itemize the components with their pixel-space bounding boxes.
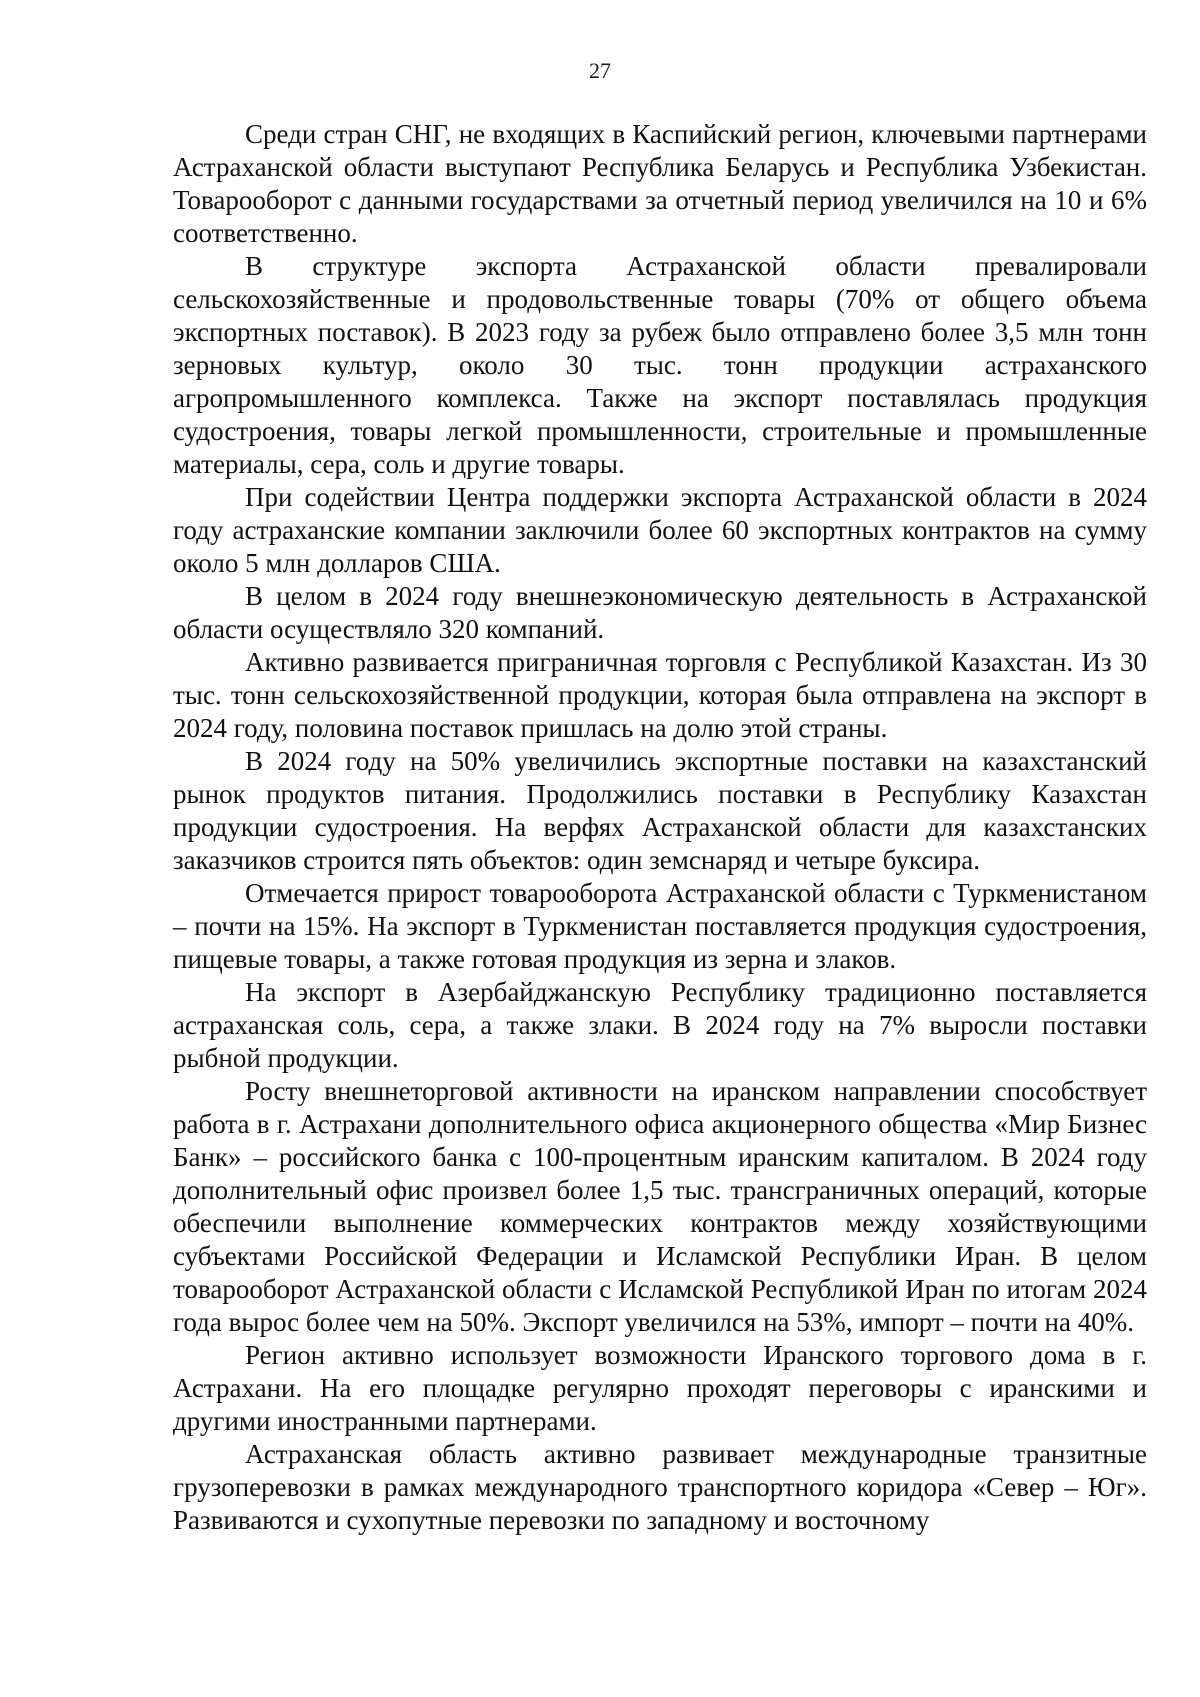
paragraph: При содействии Центра поддержки экспорта Астраханской области в 2024 году астраханские компании заключили более 60 экспортных контрактов на сумму около 5 млн долларов США.: [173, 482, 1147, 578]
page-number: 27: [589, 58, 611, 83]
paragraph: На экспорт в Азербайджанскую Республику традиционно поставляется астраханская соль, сера, а также злаки. В 2024 году на 7% выросли поставки рыбной продукции.: [173, 977, 1147, 1073]
paragraph: В целом в 2024 году внешнеэкономическую деятельность в Астраханской области осуществляло 320 компаний.: [173, 581, 1147, 644]
paragraph: Среди стран СНГ, не входящих в Каспийский регион, ключевыми партнерами Астраханской области выступают Республика Беларусь и Республика Узбекистан. Товарооборот с данными государствами за отчетный период увеличился на 10 и 6% соответственно.: [173, 119, 1147, 248]
paragraph: Росту внешнеторговой активности на иранском направлении способствует работа в г. Астрахани дополнительного офиса акционерного общества «Мир Бизнес Банк» – российского банка с 100-процентным иранским капиталом. В 2024 году дополнительный офис произвел более 1,5 тыс. трансграничных операций, которые обеспечили выполнение коммерческих контрактов между хозяйствующими субъектами Российской Федерации и Исламской Республики Иран. В целом товарооборот Астраханской области с Исламской Республикой Иран по итогам 2024 года вырос более чем на 50%. Экспорт увеличился на 53%, импорт – почти на 40%.: [173, 1076, 1147, 1337]
paragraph: Активно развивается приграничная торговля с Республикой Казахстан. Из 30 тыс. тонн сельскохозяйственной продукции, которая была отправлена на экспорт в 2024 году, половина поставок пришлась на долю этой страны.: [173, 647, 1147, 743]
paragraph: Отмечается прирост товарооборота Астраханской области с Туркменистаном – почти на 15%. На экспорт в Туркменистан поставляется продукция судостроения, пищевые товары, а также готовая продукция из зерна и злаков.: [173, 878, 1147, 974]
paragraph: Астраханская область активно развивает международные транзитные грузоперевозки в рамках международного транспортного коридора «Север – Юг». Развиваются и сухопутные перевозки по западному и восточному: [173, 1439, 1147, 1535]
paragraph: В структуре экспорта Астраханской области превалировали сельскохозяйственные и продовольственные товары (70% от общего объема экспортных поставок). В 2023 году за рубеж было отправлено более 3,5 млн тонн зерновых культур, около 30 тыс. тонн продукции астраханского агропромышленного комплекса. Также на экспорт поставлялась продукция судостроения, товары легкой промышленности, строительные и промышленные материалы, сера, соль и другие товары.: [173, 251, 1147, 479]
body-text: [173, 118, 1147, 1537]
paragraph: В 2024 году на 50% увеличились экспортные поставки на казахстанский рынок продуктов питания. Продолжились поставки в Республику Казахстан продукции судостроения. На верфях Астраханской области для казахстанских заказчиков строится пять объектов: один земснаряд и четыре буксира.: [173, 746, 1147, 875]
paragraph: Регион активно использует возможности Иранского торгового дома в г. Астрахани. На его площадке регулярно проходят переговоры с иранскими и другими иностранными партнерами.: [173, 1340, 1147, 1436]
